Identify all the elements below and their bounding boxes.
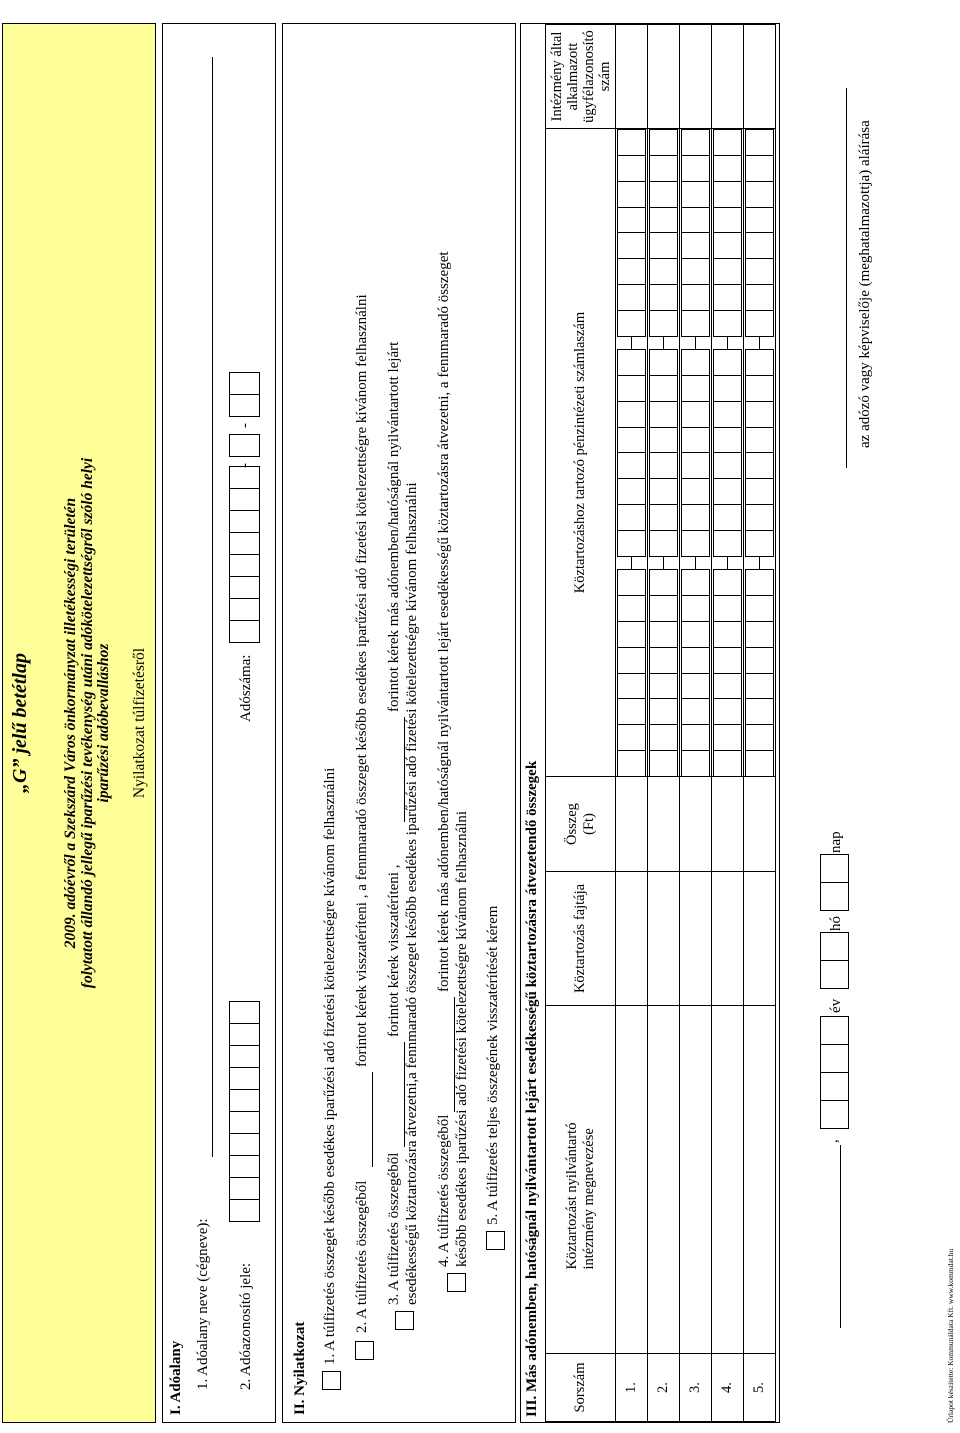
tax-number-label: Adószáma: <box>238 654 254 722</box>
table-row <box>680 25 712 1422</box>
cell-fajta[interactable] <box>712 872 744 1006</box>
col-header-szamlaszam: Köztartozáshoz tartozó pénzintézeti számlaszám <box>546 129 616 777</box>
cell-intezmeny[interactable] <box>712 1006 744 1354</box>
option-5-checkbox[interactable] <box>486 1231 505 1250</box>
col-header-osszeg <box>546 777 616 872</box>
signature-label: az adózó vagy képviselője (meghatalmazottja) aláírása <box>857 120 873 448</box>
row-number: 1. <box>616 1354 648 1422</box>
cell-szamlaszam[interactable] <box>616 129 648 777</box>
taxpayer-name-field[interactable] <box>211 57 213 1157</box>
row-number: 2. <box>648 1354 680 1422</box>
signature-line[interactable] <box>845 88 847 468</box>
option-5-label: 5. A túlfizetés teljes összegének visszatérítését kérem <box>485 905 501 1225</box>
cell-osszeg[interactable] <box>744 777 776 872</box>
form-header <box>2 23 156 1423</box>
option-2-label: 2. A túlfizetés összegéből <box>354 1180 370 1333</box>
day-field[interactable] <box>820 854 854 910</box>
section-taxpayer-title: I. Adóalany <box>168 1340 184 1415</box>
cell-ugyfel[interactable] <box>680 25 712 129</box>
option-2-amount-field[interactable] <box>371 1072 373 1167</box>
cell-ugyfel[interactable] <box>616 25 648 129</box>
cell-ugyfel[interactable] <box>648 25 680 129</box>
option-3-label: 3. A túlfizetés összegéből <box>386 1152 402 1305</box>
cell-ugyfel[interactable] <box>744 25 776 129</box>
cell-fajta[interactable] <box>744 872 776 1006</box>
table-row <box>648 25 680 1422</box>
tax-number-separator-2: - <box>237 423 253 428</box>
section-public-debt <box>520 23 780 1423</box>
cell-osszeg[interactable] <box>648 777 680 872</box>
month-field[interactable] <box>820 932 854 988</box>
cell-fajta[interactable] <box>680 872 712 1006</box>
row-number: 3. <box>680 1354 712 1422</box>
cell-osszeg[interactable] <box>680 777 712 872</box>
year-label: év <box>828 998 844 1013</box>
col-header-ugyfel: Intézmény által alkalmazott ügyfélazonosító szám <box>546 25 616 129</box>
option-2-label-cont: forintot kérek visszatéríteni , a fennmaradó összeget később esedékes iparűzési adó fizetési kötelezettségre kívánom felhasználni <box>354 294 370 1067</box>
section-declaration-title: II. Nyilatkozat <box>292 1321 308 1415</box>
cell-intezmeny[interactable] <box>648 1006 680 1354</box>
option-3-label-cont2: forintot kérek más adónemben/hatóságnál nyilvántartott lejárt <box>386 341 402 712</box>
option-1-checkbox[interactable] <box>322 1371 341 1390</box>
day-label: nap <box>828 831 844 853</box>
year-field[interactable] <box>820 1016 854 1128</box>
heading-line-1: 2009. adóévről a Szekszárd Város önkormányzat illetékességi területén <box>62 497 79 949</box>
col-header-osszeg-text: Összeg (Ft) <box>563 803 597 845</box>
tax-number-separator-1: - <box>237 463 253 468</box>
public-debt-table <box>545 24 776 1422</box>
heading-line-3: iparűzési adóbevalláshoz <box>95 643 112 803</box>
tax-number-county-field[interactable] <box>229 372 260 416</box>
signature-area <box>785 25 925 1423</box>
option-3-label-line2: esedékességű köztartozásra átvezetni,a fennmaradó összeget később esedékes iparűzési adó fizetési kötelezettségre kívánom felhasználni <box>404 482 420 1305</box>
tax-number-main-field[interactable] <box>229 466 260 642</box>
heading-line-2: folytatott állandó jellegű iparűzési tevékenység utáni adókötelezettségről szóló helyi <box>78 457 96 989</box>
col-header-intezmeny-text: Köztartozást nyilvántartó intézmény megnevezése <box>563 1122 597 1270</box>
col-header-intezmeny <box>546 1006 616 1354</box>
cell-ugyfel[interactable] <box>712 25 744 129</box>
option-4-label-cont: forintot kérek más adónemben/hatóságnál nyilvántartott lejárt esedékességű köztartozásra átvezetni, a fennmaradó összeget <box>436 251 452 992</box>
cell-szamlaszam[interactable] <box>712 129 744 777</box>
form-heading <box>63 24 113 1422</box>
row-number: 4. <box>712 1354 744 1422</box>
option-1-label: 1. A túlfizetés összegét később esedékes iparűzési adó fizetési kötelezettségre kívánom felhasználni <box>322 767 338 1365</box>
option-3-label-cont: forintot kérek visszatéríteni , <box>386 864 402 1037</box>
cell-osszeg[interactable] <box>616 777 648 872</box>
cell-fajta[interactable] <box>648 872 680 1006</box>
tax-id-field[interactable] <box>229 1001 260 1221</box>
option-2-checkbox[interactable] <box>355 1341 374 1360</box>
option-4-label-line2: később esedékes iparűzési adó fizetési kötelezettségre kívánom felhasználni <box>454 810 470 1267</box>
tax-id-label: 2. Adóazonosító jele: <box>238 1262 254 1390</box>
cell-osszeg[interactable] <box>712 777 744 872</box>
month-label: hó <box>828 916 844 931</box>
cell-szamlaszam[interactable] <box>744 129 776 777</box>
row-number: 5. <box>744 1354 776 1422</box>
date-comma: , <box>825 1139 841 1143</box>
cell-szamlaszam[interactable] <box>648 129 680 777</box>
cell-intezmeny[interactable] <box>744 1006 776 1354</box>
section-taxpayer <box>162 23 276 1423</box>
form-title: „G” jelű betétlap <box>9 653 31 793</box>
form-subtitle: Nyilatkozat túlfizetésről <box>131 647 148 799</box>
cell-intezmeny[interactable] <box>616 1006 648 1354</box>
table-header-row <box>546 25 616 1422</box>
table-row <box>616 25 648 1422</box>
option-3-checkbox[interactable] <box>395 1311 414 1330</box>
cell-intezmeny[interactable] <box>680 1006 712 1354</box>
cell-fajta[interactable] <box>616 872 648 1006</box>
taxpayer-name-label: 1. Adóalany neve (cégneve): <box>195 1218 211 1390</box>
section-declaration <box>282 23 516 1423</box>
option-4-label: 4. A túlfizetés összegéből <box>436 1114 452 1267</box>
place-field[interactable] <box>839 1145 841 1328</box>
table-row <box>712 25 744 1422</box>
cell-szamlaszam[interactable] <box>680 129 712 777</box>
col-header-sorszam: Sorszám <box>546 1354 616 1422</box>
tax-number-code-field[interactable] <box>229 434 260 456</box>
option-4-checkbox[interactable] <box>447 1273 466 1292</box>
table-row <box>744 25 776 1422</box>
section-public-debt-title: III. Más adónemben, hatóságnál nyilvántartott lejárt esedékességű köztartozásra átvezetendő összegek <box>524 760 540 1417</box>
col-header-fajta: Köztartozás fajtája <box>546 872 616 1006</box>
footer-credit: Űrlapot készítette: Kommunáldata Kft. www.kommdat.hu <box>946 1248 955 1423</box>
